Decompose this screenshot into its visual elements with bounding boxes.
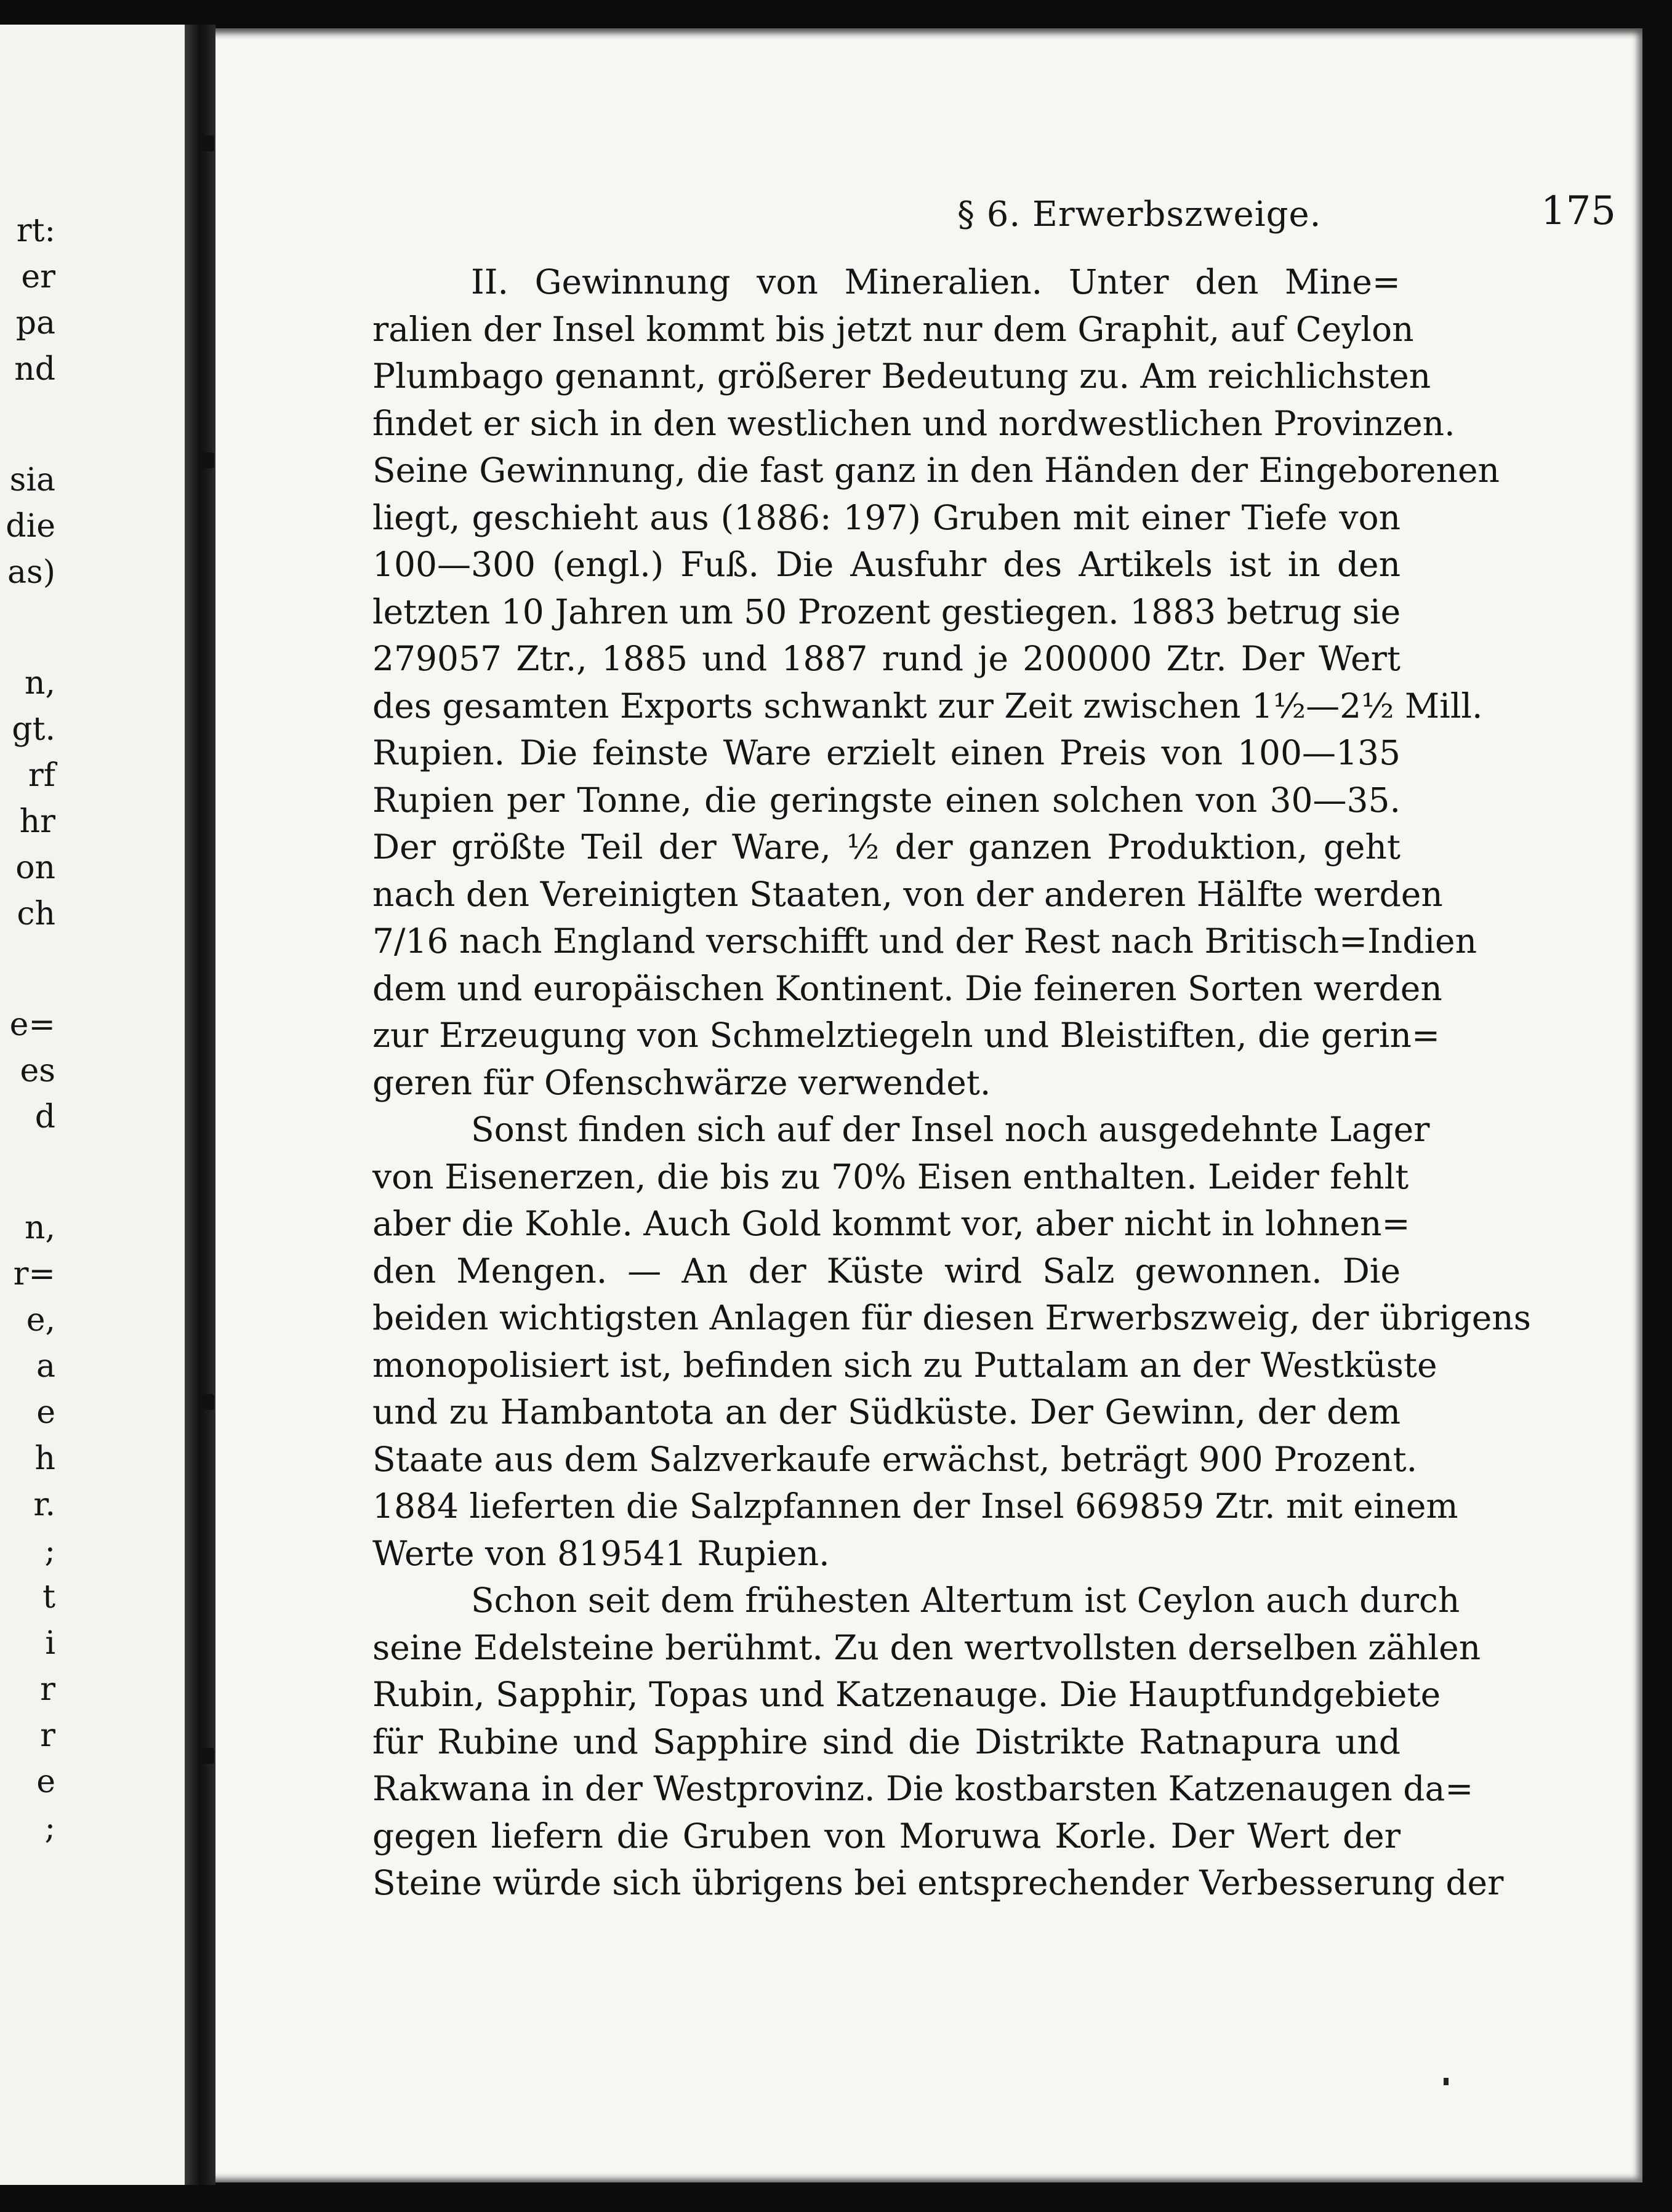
body-text bbox=[372, 258, 1531, 1907]
book-gutter bbox=[185, 25, 215, 2185]
left-page-fragment: ; bbox=[44, 1533, 55, 1569]
text-line: letzten 10 Jahren um 50 Prozent gestiegen. 1883 betrug sie bbox=[372, 591, 1401, 631]
binding-mark bbox=[198, 452, 214, 468]
page-header bbox=[957, 182, 1616, 244]
text-line: gegen liefern die Gruben von Moruwa Korle. Der Wert der bbox=[372, 1816, 1401, 1856]
left-page-fragment: r= bbox=[13, 1256, 55, 1292]
text-line: 1884 lieferten die Salzpfannen der Insel 669859 Ztr. mit einem bbox=[372, 1486, 1458, 1526]
left-page-fragment: i bbox=[45, 1625, 55, 1662]
left-page-fragment: r. bbox=[33, 1486, 55, 1523]
left-page-fragment: gt. bbox=[12, 711, 55, 748]
left-page-fragment: r bbox=[40, 1717, 55, 1754]
left-page-fragment: t bbox=[42, 1579, 55, 1616]
left-page-fragment: rt: bbox=[16, 212, 55, 249]
running-title: § 6. Erwerbszweige. bbox=[957, 194, 1322, 234]
text-line: 7/16 nach England verschifft und der Rest nach Britisch=Indien bbox=[372, 921, 1477, 961]
text-line: beiden wichtigsten Anlagen für diesen Erwerbszweig, der übrigens bbox=[372, 1298, 1531, 1337]
text-line: 100—300 (engl.) Fuß. Die Ausfuhr des Artikels ist in den bbox=[372, 545, 1401, 584]
text-line: und zu Hambantota an der Südküste. Der Gewinn, der dem bbox=[372, 1392, 1401, 1432]
left-page-fragment: n, bbox=[24, 665, 55, 702]
text-line: Seine Gewinnung, die fast ganz in den Händen der Eingeborenen bbox=[372, 451, 1500, 490]
left-page-fragment: sia bbox=[9, 462, 55, 499]
binding-mark bbox=[198, 135, 214, 151]
text-line: Staate aus dem Salzverkaufe erwächst, beträgt 900 Prozent. bbox=[372, 1439, 1418, 1479]
left-page-edge bbox=[0, 25, 185, 2185]
text-line: aber die Kohle. Auch Gold kommt vor, aber nicht in lohnen= bbox=[372, 1204, 1410, 1243]
text-line: ralien der Insel kommt bis jetzt nur dem Graphit, auf Ceylon bbox=[372, 309, 1414, 349]
left-page-fragment: pa bbox=[15, 305, 55, 342]
left-page-fragment: e bbox=[36, 1394, 55, 1431]
left-page-fragment: hr bbox=[19, 803, 55, 840]
left-page-fragment: e, bbox=[26, 1302, 55, 1339]
text-line: Rakwana in der Westprovinz. Die kostbarsten Katzenaugen da= bbox=[372, 1769, 1474, 1808]
left-page-fragment: d bbox=[34, 1099, 55, 1136]
text-line: des gesamten Exports schwankt zur Zeit zwischen 1½—2½ Mill. bbox=[372, 686, 1483, 726]
ink-speck bbox=[1444, 2078, 1449, 2085]
text-line: zur Erzeugung von Schmelztiegeln und Bleistiften, die gerin= bbox=[372, 1016, 1441, 1055]
left-page-fragment: n, bbox=[24, 1209, 55, 1246]
left-page-fragment: es bbox=[20, 1052, 55, 1089]
left-page-fragment: nd bbox=[14, 351, 55, 388]
text-line: liegt, geschieht aus (1886: 197) Gruben mit einer Tiefe von bbox=[372, 497, 1401, 537]
text-line: von Eisenerzen, die bis zu 70% Eisen enthalten. Leider fehlt bbox=[372, 1156, 1409, 1196]
text-line: Sonst finden sich auf der Insel noch ausgedehnte Lager bbox=[471, 1110, 1430, 1149]
left-page-fragment: die bbox=[6, 508, 55, 545]
text-line: dem und europäischen Kontinent. Die feineren Sorten werden bbox=[372, 968, 1442, 1008]
left-page-fragment: rf bbox=[28, 757, 55, 794]
left-page-fragment: ch bbox=[17, 896, 55, 932]
text-line: II. Gewinnung von Mineralien. Unter den Mine= bbox=[471, 262, 1401, 302]
text-line: Rupien. Die feinste Ware erzielt einen Preis von 100—135 bbox=[372, 733, 1401, 772]
text-line: Rupien per Tonne, die geringste einen solchen von 30—35. bbox=[372, 780, 1401, 820]
text-line: findet er sich in den westlichen und nordwestlichen Provinzen. bbox=[372, 403, 1455, 443]
left-page-fragment: e= bbox=[9, 1006, 55, 1043]
text-line: monopolisiert ist, befinden sich zu Puttalam an der Westküste bbox=[372, 1345, 1437, 1385]
binding-mark bbox=[198, 1394, 214, 1410]
text-line: geren für Ofenschwärze verwendet. bbox=[372, 1062, 991, 1102]
left-page-fragment: on bbox=[15, 849, 55, 886]
left-page-fragment: er bbox=[21, 258, 55, 295]
text-line: Schon seit dem frühesten Altertum ist Ceylon auch durch bbox=[471, 1581, 1460, 1620]
left-page-fragment: h bbox=[34, 1440, 55, 1477]
left-page-fragment: r bbox=[40, 1671, 55, 1708]
text-line: Plumbago genannt, größerer Bedeutung zu. Am reichlichsten bbox=[372, 356, 1431, 396]
text-line: Werte von 819541 Rupien. bbox=[372, 1533, 830, 1573]
text-line: für Rubine und Sapphire sind die Distrikte Ratnapura und bbox=[372, 1721, 1401, 1761]
binding-mark bbox=[198, 1748, 214, 1764]
left-page-fragment: e bbox=[36, 1763, 55, 1800]
text-line: Rubin, Sapphir, Topas und Katzenauge. Die Hauptfundgebiete bbox=[372, 1675, 1441, 1714]
page-number: 175 bbox=[1540, 188, 1616, 234]
text-line: 279057 Ztr., 1885 und 1887 rund je 200000 Ztr. Der Wert bbox=[372, 639, 1401, 678]
left-page-fragment: ; bbox=[44, 1809, 55, 1846]
text-line: seine Edelsteine berühmt. Zu den wertvollsten derselben zählen bbox=[372, 1627, 1481, 1667]
text-line: nach den Vereinigten Staaten, von der anderen Hälfte werden bbox=[372, 874, 1443, 914]
text-line: Der größte Teil der Ware, ½ der ganzen Produktion, geht bbox=[372, 827, 1401, 867]
text-line: den Mengen. — An der Küste wird Salz gewonnen. Die bbox=[372, 1251, 1401, 1291]
left-page-fragment: a bbox=[36, 1348, 55, 1385]
left-page-fragment: as) bbox=[7, 554, 55, 591]
text-line: Steine würde sich übrigens bei entsprechender Verbesserung der bbox=[372, 1863, 1504, 1902]
